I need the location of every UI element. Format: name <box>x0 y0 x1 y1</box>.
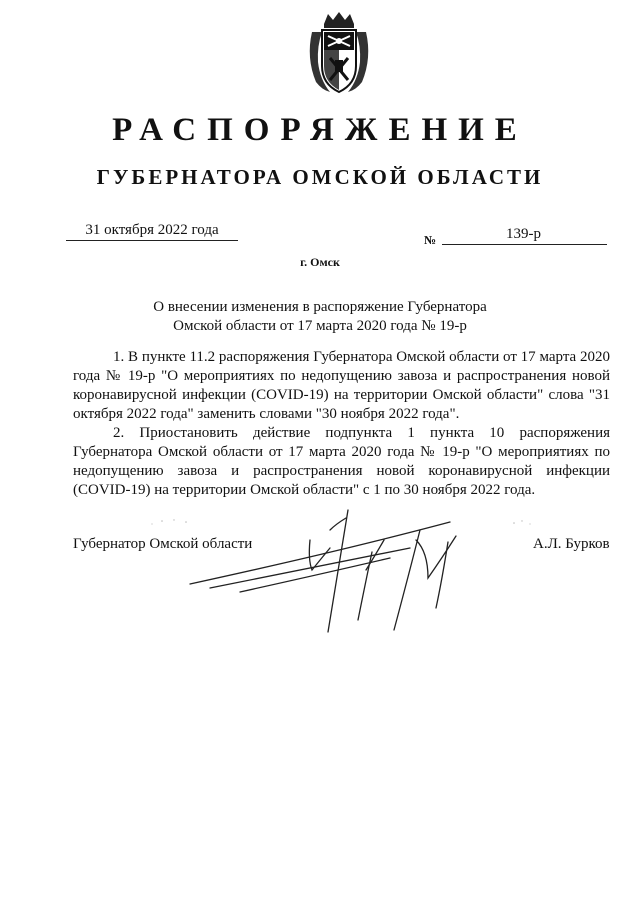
signatory-role: Губернатор Омской области <box>73 536 253 552</box>
document-title: РАСПОРЯЖЕНИЕ <box>112 112 528 148</box>
heading-line-2: Омской области от 17 марта 2020 года № 19-р <box>173 318 467 334</box>
city: г. Омск <box>300 255 340 269</box>
paragraph-1: 1. В пункте 11.2 распоряжения Губернатора Омской области от 17 марта 2020 года № 19-р "О мероприятиях по недопущению завоза и распространения новой коронавирусной инфекции (COVID-19) на территории Омской области" слова "31 октября 2022 года" заменить словами "30 ноября 2022 года". <box>73 349 610 422</box>
document-subtitle: ГУБЕРНАТОРА ОМСКОЙ ОБЛАСТИ <box>96 165 544 189</box>
document-date: 31 октября 2022 года <box>66 222 238 241</box>
document-number: 139-р <box>506 226 541 242</box>
number-label: № <box>424 233 437 247</box>
heading-line-1: О внесении изменения в распоряжение Губернатора <box>153 299 487 315</box>
paragraph-2: 2. Приостановить действие подпункта 1 пункта 10 распоряжения Губернатора Омской области от 17 марта 2020 года № 19-р "О мероприятиях по недопущению завоза и распространения новой коронавирусной инфекции (COVID-19) на территории Омской области" с 1 по 30 ноября 2022 года. <box>73 425 610 498</box>
signatory-name: А.Л. Бурков <box>533 536 610 552</box>
